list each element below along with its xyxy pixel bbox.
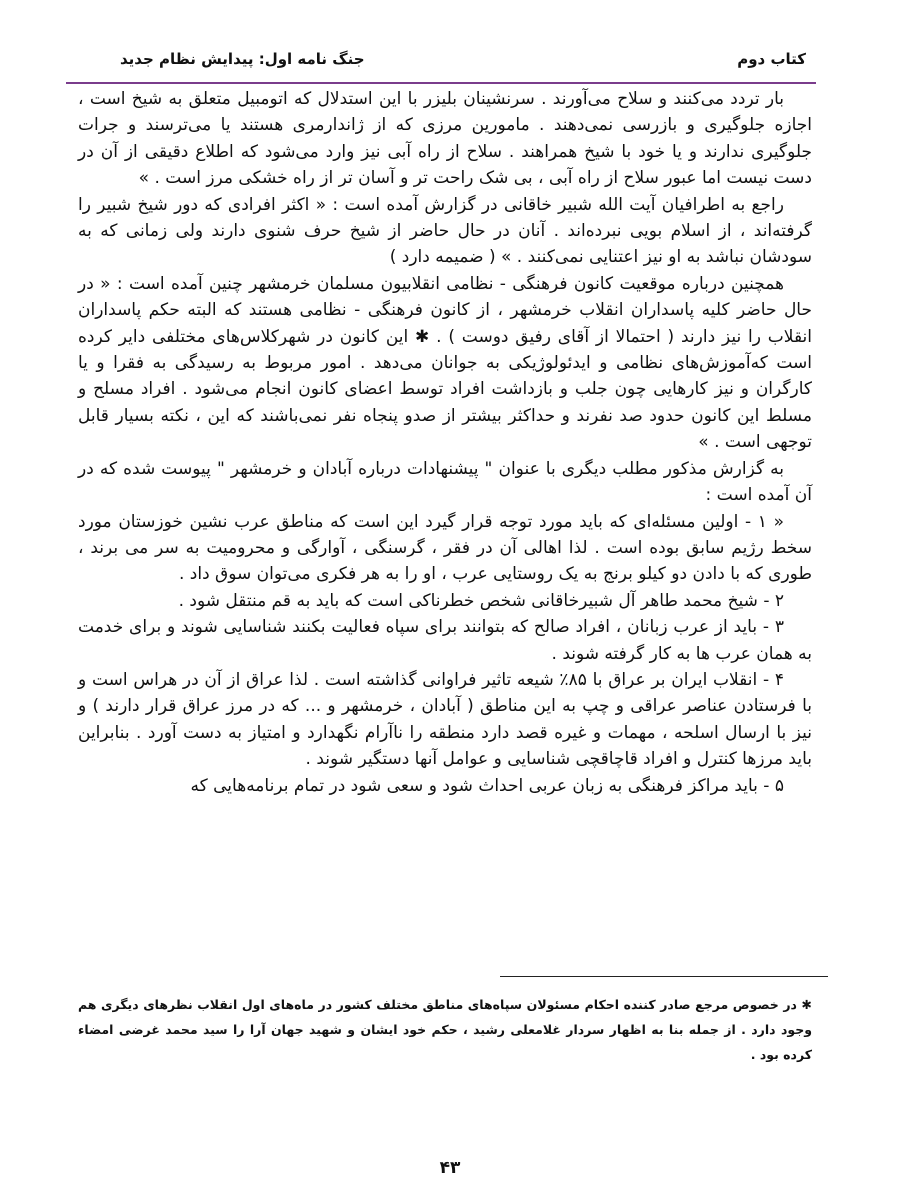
- footnote: [78, 992, 812, 1067]
- paragraph: ۳ - باید از عرب زبانان ، افراد صالح که بتوانند برای سپاه فعالیت بکنند شناسایی شوند و برای خدمت به همان عرب ها به کار گرفته شوند .: [78, 617, 812, 664]
- paragraph: ۵ - باید مراکز فرهنگی به زبان عربی احداث شود و سعی شود در تمام برنامه‌هایی که: [190, 775, 784, 796]
- footnote-text: ✱ در خصوص مرجع صادر کننده احکام مسئولان سپاه‌های مناطق مختلف کشور در ماه‌های اول انقلاب نظرهای دیگری هم وجود دارد . از جمله بنا به اظهار سردار غلامعلی رشید ، حکم خود ایشان و شهید جهان آرا را سید محمد غرضی امضاء کرده بود .: [78, 997, 812, 1062]
- paragraph: به گزارش مذکور مطلب دیگری با عنوان " پیشنهادات درباره آبادان و خرمشهر " پیوست شده که در آن آمده است :: [78, 458, 812, 506]
- footnote-rule: [500, 976, 828, 977]
- paragraph: راجع به اطرافیان آیت الله شبیر خاقانی در گزارش آمده است : « اکثر افرادی که دور شیخ شبیر را گرفته‌اند ، از اسلام بویی نبرده‌اند . آنان در حال حاضر از شیخ حرف شنوی دارند ولی زمانی که به سودشان نباشد به او نیز اعتنایی نمی‌کنند . » ( ضمیمه دارد ): [78, 194, 812, 268]
- book-title: کتاب دوم: [737, 50, 806, 68]
- page-header: [120, 44, 806, 74]
- paragraph: ۴ - انقلاب ایران بر عراق با ۸۵٪ شیعه تاثیر فراوانی گذاشته است . لذا عراق از آن در هراس است و با فرستادن عناصر عراقی و چپ به این مناطق ( آبادان ، خرمشهر و ... که در مرز عراق قرار دارند ) و نیز با ارسال اسلحه ، مهمات و غیره قصد دارد منطقه را ناآرام نگهدارد و امتیاز به دست آورد . بنابراین باید مرزها کنترل و افراد قاچاقچی شناسایی و عوامل آنها دستگیر شوند .: [78, 669, 812, 770]
- paragraph: همچنین درباره موقعیت کانون فرهنگی - نظامی انقلابیون مسلمان خرمشهر چنین آمده است : « در حال حاضر کلیه پاسداران انقلاب خرمشهر ، از کانون فرهنگی - نظامی هستند که البته حکم پاسداران انقلاب را نیز دارند ( احتمالا از آقای رفیق دوست ) . ✱ این کانون در شهرکلاس‌های مختلفی دایر کرده است که‌آموزش‌های نظامی و ایدئولوژیکی به جوانان می‌دهد . امور مربوط به رسیدگی به فقرا و یا کارگران و نیز کارهایی چون جلب و بازداشت افراد توسط اعضای کانون انجام می‌شود . افراد مسلح و مسلط این کانون حدود صد نفرند و حداکثر بیشتر از صدو پنجاه نفر نمی‌باشند که این ، نکته بسیار قابل توجهی است . »: [78, 273, 812, 453]
- paragraph: « ۱ - اولین مسئله‌ای که باید مورد توجه قرار گیرد این است که مناطق عرب نشین خوزستان مورد سخط رژیم سابق بوده است . لذا اهالی آن در فقر ، گرسنگی ، آوارگی و محرومیت به سر می برند ، طوری که با دادن دو کیلو برنج به یک روستایی عرب ، او را به هر فکری می‌توان سوق داد .: [78, 511, 812, 585]
- body-text: [78, 86, 812, 799]
- header-rule: [66, 82, 816, 84]
- page-number: ۴۳: [439, 1158, 461, 1178]
- chapter-title: جنگ نامه اول: پیدایش نظام جدید: [120, 50, 365, 68]
- paragraph: ۲ - شیخ محمد طاهر آل شبیرخاقانی شخص خطرناکی است که باید به قم منتقل شود .: [178, 590, 784, 611]
- paragraph: بار تردد می‌کنند و سلاح می‌آورند . سرنشینان بلیزر با این استدلال که اتومبیل متعلق به شیخ است ، اجازه جلوگیری و بازرسی نمی‌دهند . مامورین مرزی که از ژاندارمری هستند یا می‌ترسند و جرات جلوگیری ندارند و یا خود با شیخ همراهند . سلاح از راه آبی نیز وارد می‌شود که اطلاع دقیقی از آن در دست نیست اما عبور سلاح از راه آبی ، بی شک راحت تر و آسان تر از راه خشکی مرز است . »: [78, 89, 812, 189]
